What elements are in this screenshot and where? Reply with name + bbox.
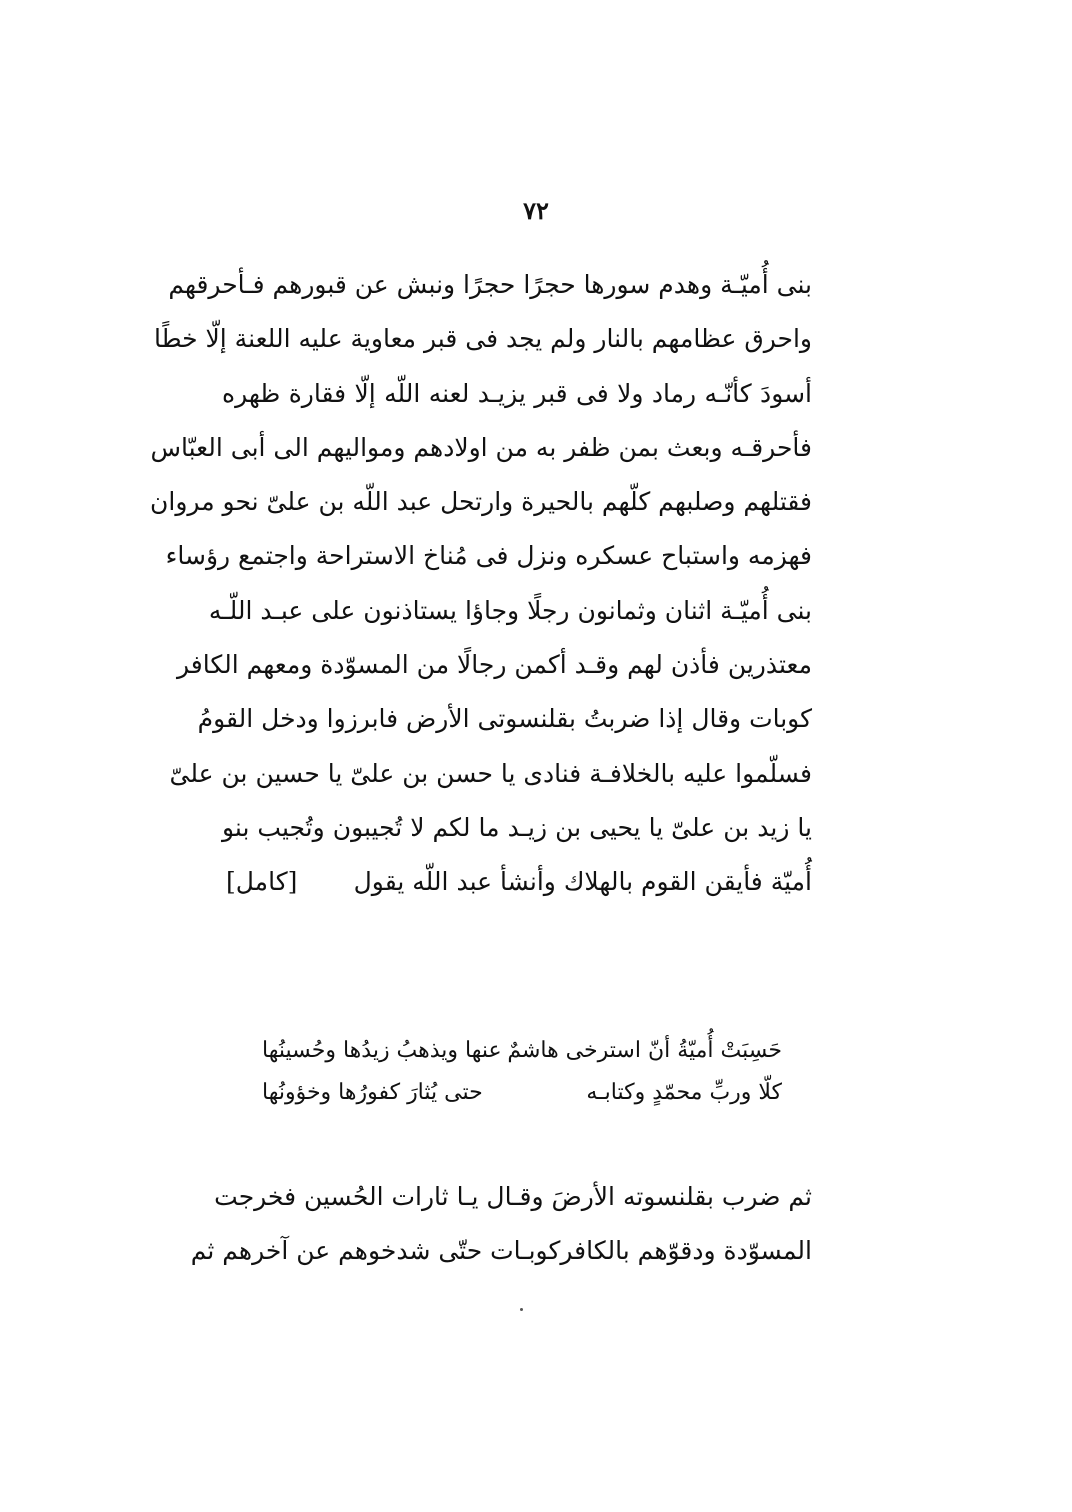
prose-line: فقتلهم وصلبهم كلّهم بالحيرة وارتحل عبد اللّه بن علىّ نحو مروان — [150, 487, 812, 517]
prose-line: المسوّدة ودقوّهم بالكافركوبـات حتّى شدخوهم عن آخرهم ثم — [190, 1236, 812, 1266]
prose-line: ثم ضرب بقلنسوته الأرضَ وقـال يـا ثارات الحُسين فخرجت — [214, 1182, 812, 1211]
verse-line — [262, 1072, 782, 1114]
prose-line: بنى أُميّـة اثنان وثمانون رجلًا وجاؤا يستاذنون على عبـد اللّـه — [208, 595, 812, 625]
meter-label: [كامل] — [226, 867, 298, 897]
page-number: ٧٢ — [523, 196, 549, 225]
prose-block — [150, 258, 812, 910]
verse-line — [262, 1030, 782, 1072]
prose-last-line — [222, 855, 812, 909]
verse-second-hemistich: عنها ويذهبُ زيدُها وحُسينُها — [262, 1038, 502, 1063]
prose-line: فأحرقـه وبعث بمن ظفر به من اولادهم ومواليهم الى أبى العبّاس — [150, 432, 812, 462]
prose-line: فهزمه واستباح عسكره ونزل فى مُناخ الاستراحة واجتمع رؤساء — [165, 541, 812, 571]
prose-line: أسودَ كأنّـه رماد ولا فى قبر يزيـد لعنه اللّه إلّا فقارة ظهره — [222, 378, 812, 408]
prose-line: واحرق عظامهم بالنار ولم يجد فى قبر معاوية عليه اللعنة إلّا خطًا — [154, 324, 812, 354]
poem-block — [262, 1030, 782, 1114]
verse-first-hemistich: كلّا وربِّ محمّدٍ وكتابـه — [586, 1080, 782, 1105]
prose-line: معتذرين فأذن لهم وقـد أكمن رجالًا من المسوّدة ومعهم الكافر — [176, 650, 812, 680]
verse-second-hemistich: حتى يُثارَ كفورُها وخؤونُها — [262, 1080, 483, 1105]
prose-line: كوبات وقال إذا ضربتُ بقلنسوتى الأرض فابرزوا ودخل القومُ — [197, 704, 812, 734]
prose-tail-block — [190, 1170, 812, 1279]
prose-line-text: أُميّة فأيقن القوم بالهلاك وأنشأ عبد اللّه يقول — [353, 867, 812, 897]
verse-first-hemistich: حَسِبَتْ أُميّةُ أنّ استرخى هاشمٌ — [507, 1038, 782, 1063]
prose-line: بنى أُميّـة وهدم سورها حجرًا حجرًا ونبش عن قبورهم فـأحرقهم — [168, 270, 812, 299]
print-speck — [520, 1308, 523, 1311]
prose-line: فسلّموا عليه بالخلافـة فنادى يا حسن بن علىّ يا حسين بن علىّ — [169, 758, 812, 788]
prose-line: يا زيد بن علىّ يا يحيى بن زيـد ما لكم لا تُجيبون وتُجيب بنو — [222, 812, 812, 842]
